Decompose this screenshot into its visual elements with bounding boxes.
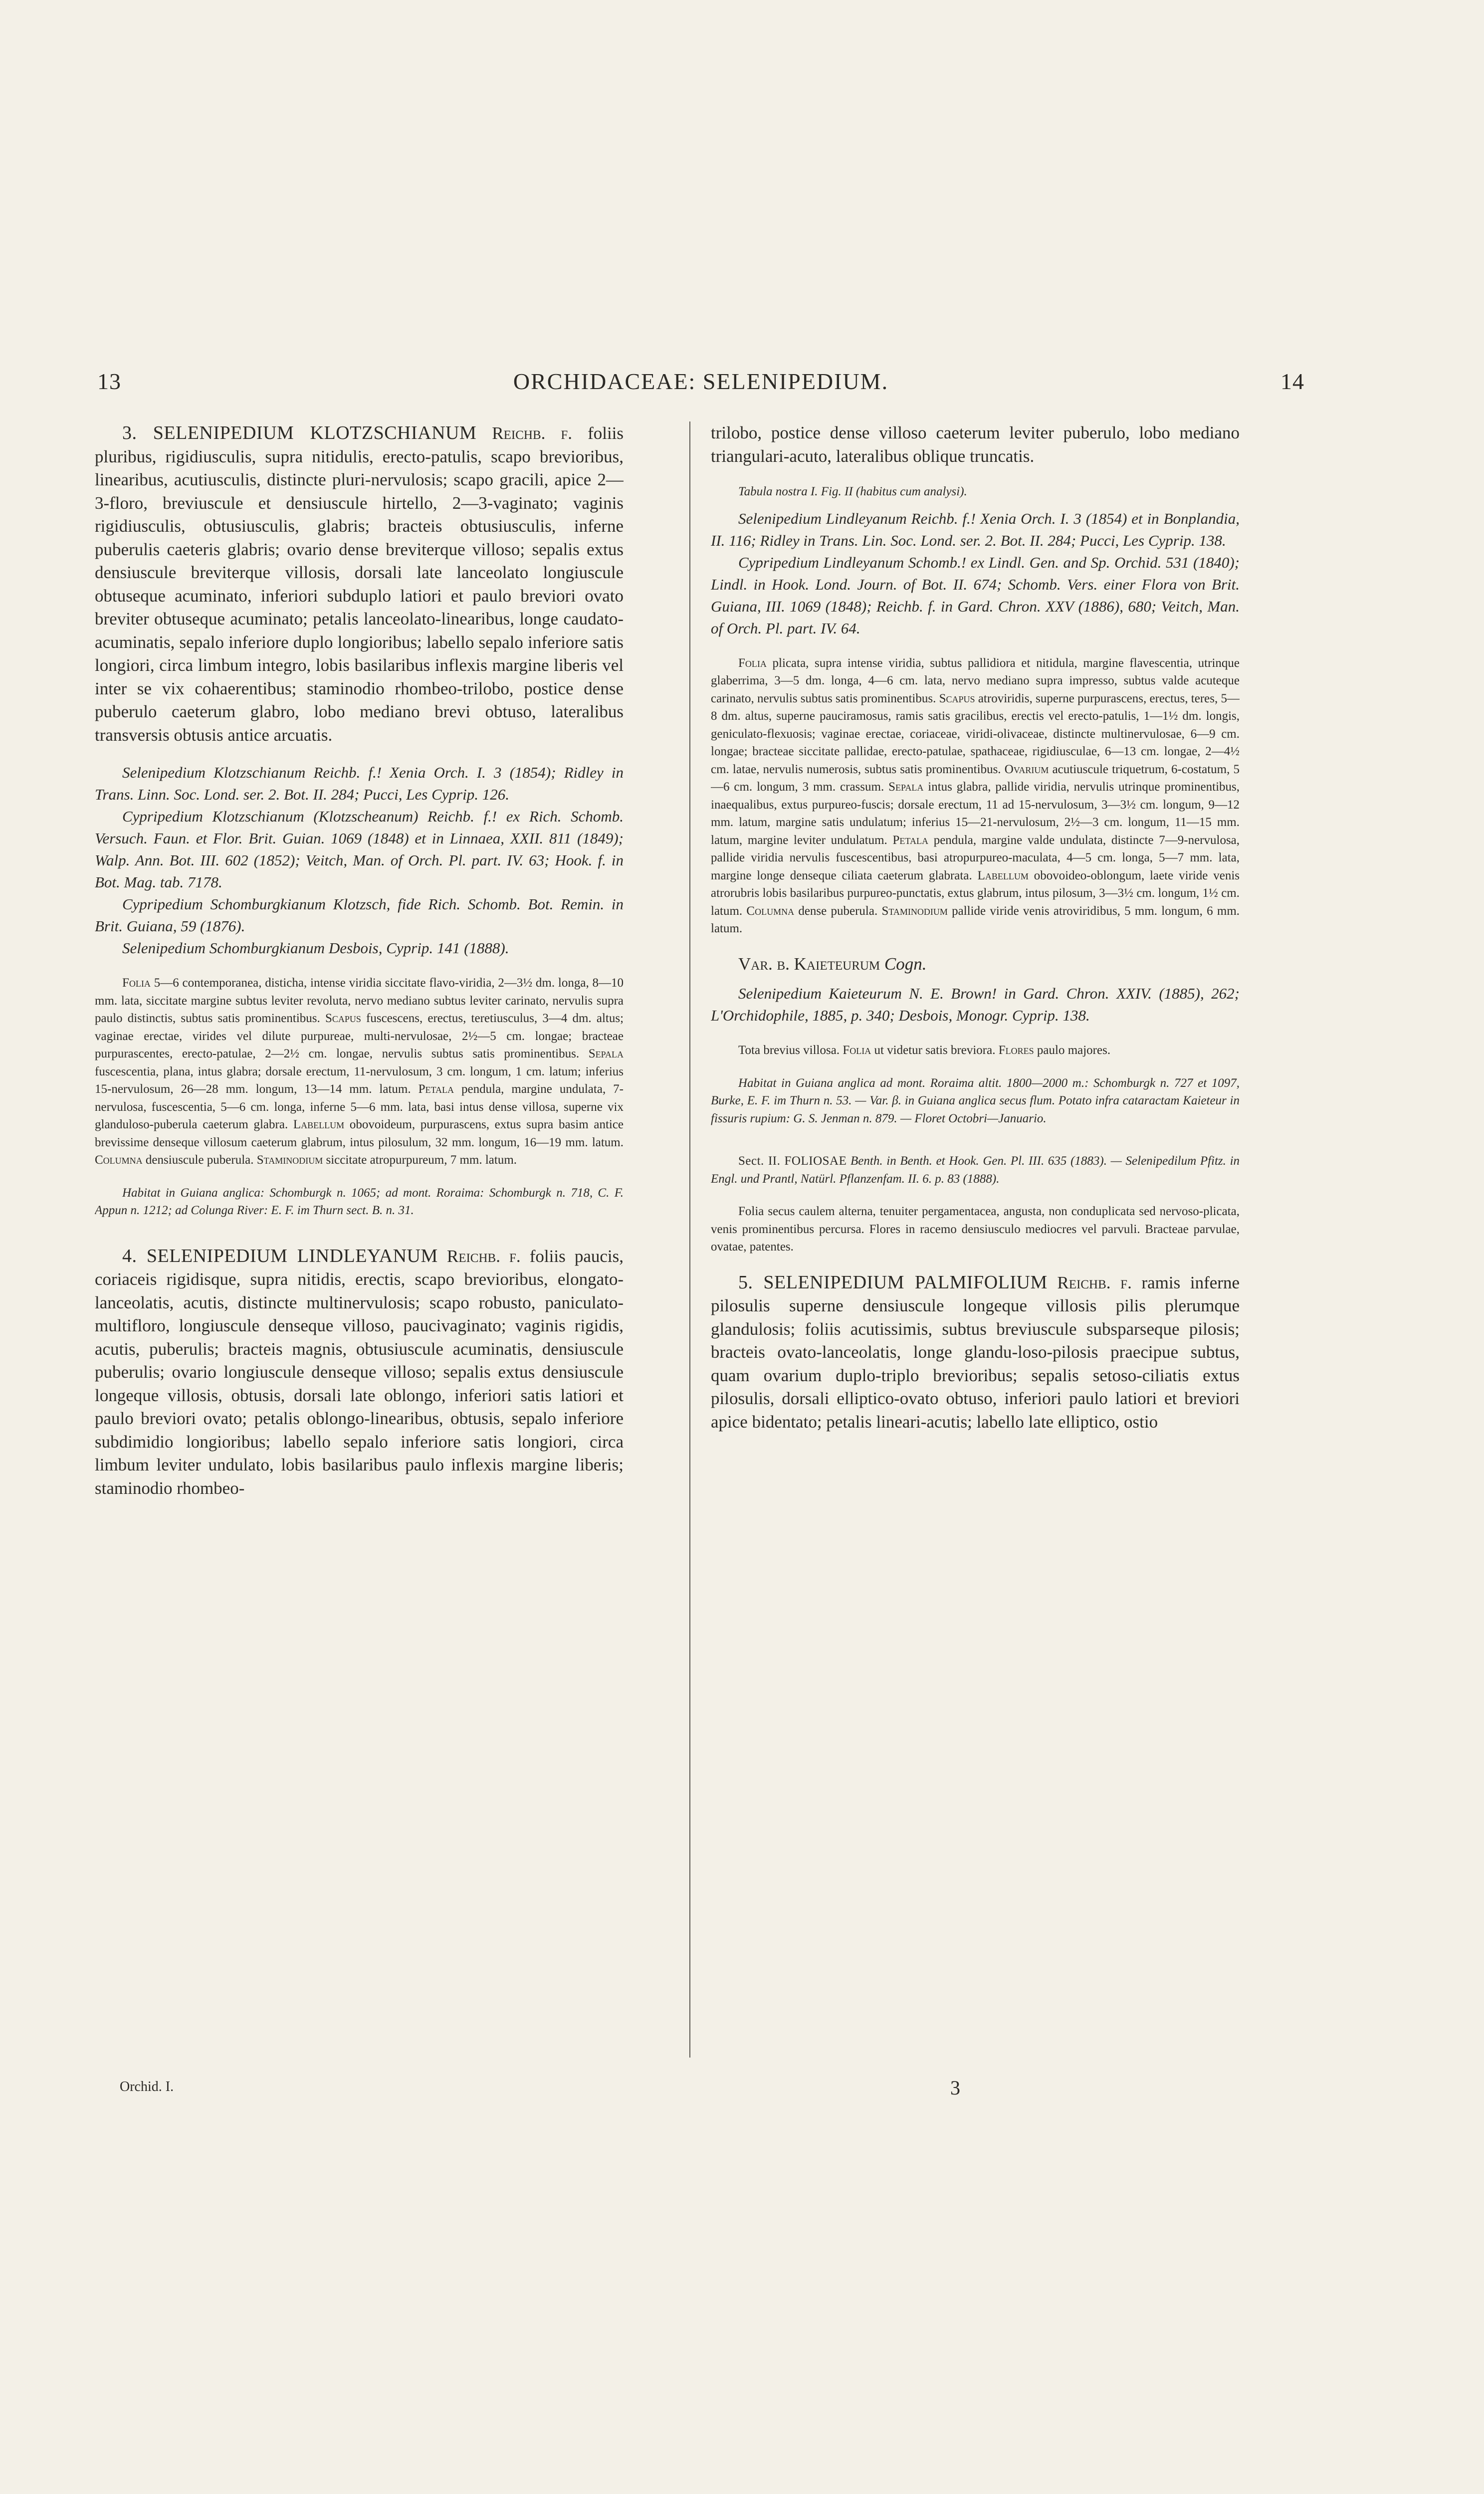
plate-reference: Tabula nostra I. Fig. II (habitus cum analysi).	[738, 485, 967, 498]
page-number-left: 13	[97, 369, 121, 394]
term-folia: Folia	[843, 1043, 871, 1057]
term-folia: Folia	[122, 976, 151, 990]
species-4-detail	[711, 654, 1240, 938]
species-4-author: Reichb. f.	[446, 1246, 521, 1266]
variety-author: Cogn.	[884, 954, 927, 974]
page-footer	[95, 2079, 1302, 2109]
detail-text: pendula, margine undulata, 7-nervulosa, fuscescentia, 5—6 cm. longa, inferne 5—6 mm. lata, basi intus dense villosa, superne vix glanduloso-puberula caeterum glabra.	[95, 1082, 624, 1131]
term-columna: Columna	[746, 904, 795, 918]
term-sepala: Sepala	[888, 780, 924, 794]
detail-text: fuscescentia, plana, intus glabra; dorsale erectum, 11-nervulosum, 3 cm. longum, 1 cm. latum; inferius 15-nervulosum, 26—28 mm. longum, 13—14 mm. latum.	[95, 1064, 624, 1096]
page-number-right: 14	[1280, 369, 1304, 394]
term-scapus: Scapus	[325, 1012, 361, 1025]
section-heading	[711, 1152, 1240, 1188]
term-labellum: Labellum	[293, 1118, 345, 1131]
term-flores: Flores	[998, 1043, 1034, 1057]
variety-detail	[711, 1041, 1240, 1059]
detail-text: obovoideo-oblongum, laete viride venis atrorubris lobis basilaribus purpureo-punctatis, extus glabrum, intus pilosum, 3—3½ cm. longum, 1½ cm. latum.	[711, 868, 1240, 918]
section-description: Folia secus caulem alterna, tenuiter pergamentacea, angusta, non conduplicata sed nervoso-plicata, venis prominentibus percursa. Flores in racemo densiusculo mediocres vel parvuli. Bracteae parvulae, ovatae, patentes.	[711, 1205, 1240, 1253]
section-reference: Benth. in Benth. et Hook. Gen. Pl. III. 635 (1883). — Selenipedilum Pfitz. in Engl. und Prantl, Natürl. Pflanzenfam. II. 6. p. 83 (1888).	[711, 1154, 1240, 1186]
detail-text: Tota brevius villosa.	[738, 1043, 840, 1057]
variety-synonym: Selenipedium Kaieteurum N. E. Brown! in Gard. Chron. XXIV. (1885), 262; L'Orchidophile, 1885, p. 340; Desbois, Monogr. Cyprip. 138.	[711, 985, 1240, 1024]
term-sepala: Sepala	[588, 1047, 624, 1060]
signature-mark: 3	[950, 2077, 960, 2099]
detail-text: paulo majores.	[1037, 1043, 1111, 1057]
species-3-habitat: Habitat in Guiana anglica: Schomburgk n. 1065; ad mont. Roraima: Schomburgk n. 718, C. F. Appun n. 1212; ad Colunga River: E. F. im Thurn sect. B. n. 31.	[95, 1186, 624, 1217]
synonym: Selenipedium Klotzschianum Reichb. f.! Xenia Orch. I. 3 (1854); Ridley in Trans. Linn. Soc. Lond. ser. 2. Bot. II. 284; Pucci, Les Cyprip. 126.	[95, 764, 624, 803]
species-4-synonyms	[711, 508, 1240, 639]
synonym: Selenipedium Lindleyanum Reichb. f.! Xenia Orch. I. 3 (1854) et in Bonplandia, II. 116; Ridley in Trans. Lin. Soc. Lond. ser. 2. Bot. II. 284; Pucci, Les Cyprip. 138.	[711, 509, 1240, 549]
footer-label: Orchid. I.	[120, 2079, 174, 2094]
term-columna: Columna	[95, 1153, 143, 1167]
term-petala: Petala	[892, 833, 928, 847]
species-3-detail	[95, 974, 624, 1169]
synonym: Cypripedium Schomburgkianum Klotzsch, fide Rich. Schomb. Bot. Remin. in Brit. Guiana, 59 (1876).	[95, 895, 624, 935]
species-3-description	[95, 421, 624, 747]
section-title: Sect. II. FOLIOSAE	[738, 1154, 847, 1168]
species-4-description	[95, 1245, 624, 1500]
detail-text: ut videtur satis breviora.	[874, 1043, 996, 1057]
species-5-author: Reichb. f.	[1057, 1272, 1132, 1292]
term-scapus: Scapus	[939, 691, 975, 705]
detail-text: intus glabra, pallide viridia, nervulis utrinque prominentibus, inaequalibus, extus purpureo-fuscis; dorsale erectum, 11 ad 15-nervulosum, 3—3½ cm. longum, 9—12 mm. latum, margine satis undulatum; inferius 15—21-nervulosum, 2½—3 cm. longum, 11—15 mm. latum, margine leviter undulatum.	[711, 780, 1240, 847]
detail-text: densiuscule puberula.	[145, 1153, 254, 1167]
term-petala: Petala	[418, 1082, 454, 1096]
variety-title: Var. β. Kaieteurum	[738, 954, 880, 974]
detail-text: pendula, margine valde undulata, distincte 7—9-nervulosa, pallide viridia nervulis fuscescentibus, basi atropurpureo-maculata, 4—5 cm. longa, 5—7 mm. lata, margine longe denseque ciliata caeterum glabrata.	[711, 833, 1240, 882]
species-4-title: 4. SELENIPEDIUM LINDLEYANUM	[122, 1245, 438, 1266]
running-title: ORCHIDACEAE: SELENIPEDIUM.	[513, 369, 889, 394]
synonym: Cypripedium Klotzschianum (Klotzscheanum) Reichb. f.! ex Rich. Schomb. Versuch. Faun. et Flor. Brit. Guian. 1069 (1848) et in Linnaea, XXII. 811 (1849); Walp. Ann. Bot. III. 602 (1852); Veitch, Man. of Orch. Pl. part. IV. 63; Hook. f. in Bot. Mag. tab. 7178.	[95, 808, 624, 891]
detail-text: plicata, supra intense viridia, subtus pallidiora et nitidula, margine flavescentia, utrinque glaberrima, 3—5 dm. longa, 4—6 cm. lata, nervo mediano supra impresso, subtus valde acuteque carinato, nervulis subtus satis prominentibus.	[711, 656, 1240, 705]
column-divider	[689, 421, 690, 2058]
term-staminodium: Staminodium	[256, 1153, 323, 1167]
species-4-continuation: trilobo, postice dense villoso caeterum leviter puberulo, lobo mediano triangulari-acuto, lateralibus oblique truncatis.	[711, 423, 1240, 466]
species-5-diagnosis: ramis inferne pilosulis superne densiuscule longeque villosis pilis plerumque glandulosis; foliis acutissimis, subtus breviuscule subsparseque pilosis; bracteis ovato-lanceolatis, longe glandu-loso-pilosis praecipue subtus, quam ovarium duplo-triplo brevioribus; sepalis setoso-ciliatis extus pilosulis, dorsali elliptico-ovato obtuso, inferiori paulo latiori et breviori apice bidentato; petalis lineari-acutis; labello late elliptico, ostio	[711, 1272, 1240, 1432]
species-3-author: Reichb. f.	[492, 423, 573, 443]
page-header	[97, 368, 1304, 403]
term-folia: Folia	[738, 656, 767, 670]
species-3-title: 3. SELENIPEDIUM KLOTZSCHIANUM	[122, 422, 477, 443]
synonym: Cypripedium Lindleyanum Schomb.! ex Lindl. Gen. and Sp. Orchid. 531 (1840); Lindl. in Hook. Lond. Journ. of Bot. II. 674; Schomb. Vers. einer Flora von Brit. Guiana, III. 1069 (1848); Reichb. f. in Gard. Chron. XXV (1886), 680; Veitch, Man. of Orch. Pl. part. IV. 64.	[711, 553, 1240, 637]
synonym: Selenipedium Schomburgkianum Desbois, Cyprip. 141 (1888).	[122, 939, 509, 957]
variety-heading	[711, 953, 1240, 976]
species-3-diagnosis: foliis pluribus, rigidiusculis, supra nitidulis, erecto-patulis, scapo brevioribus, linearibus, acutiusculis, distincte pluri-nervulosis; scapo gracili, apice 2—3-floro, breviuscule et densiuscule hirtello, 2—3-vaginato; vaginis rigidiusculis, obtusiusculis, glabris; bracteis obtusiusculis, inferne puberulis caeteris glabris; ovario dense breviterque villoso; sepalis extus densiuscule breviterque villosis, dorsali late lanceolato longiuscule obtuseque acuminato, inferiori subduplo latiori et paulo breviori ovato breviter obtuseque acuminato; petalis lanceolato-linearibus, longe caudato-acuminatis, sepalo inferiore duplo longioribus; labello sepalo inferiore satis longiori, circa limbum integro, lobis basilaribus inflexis margine liberis vel inter se vix cohaerentibus; staminodio rhombeo-trilobo, postice dense puberulo caeterum glabro, lobo mediano brevi obtuso, lateralibus transversis obtusis antice arcuatis.	[95, 423, 624, 745]
species-4-habitat: Habitat in Guiana anglica ad mont. Roraima altit. 1800—2000 m.: Schomburgk n. 727 et 1097, Burke, E. F. im Thurn n. 53. — Var. β. in Guiana anglica secus flum. Potato infra cataractam Kaieteur in fissuris rupium: G. S. Jenman n. 879. — Floret Octobri—Januario.	[711, 1076, 1240, 1125]
right-column	[711, 421, 1240, 2407]
term-staminodium: Staminodium	[881, 904, 948, 918]
left-column	[95, 421, 624, 2407]
term-labellum: Labellum	[977, 868, 1029, 882]
detail-text: siccitate atropurpureum, 7 mm. latum.	[326, 1153, 517, 1167]
species-5-description	[711, 1271, 1240, 1434]
detail-text: fuscescens, erectus, teretiusculus, 3—4 dm. altus; vaginae erectae, virides vel dilute purpureae, multi-nervulosae, 2½—5 cm. longae; bracteae purpurascentes, erecto-patulae, 2—2½ cm. longae, nervulis subtus satis prominentibus.	[95, 1012, 624, 1060]
detail-text: 5—6 contemporanea, disticha, intense viridia siccitate flavo-viridia, 2—3½ dm. longa, 8—10 mm. lata, siccitate margine subtus leviter revoluta, nervo mediano subtus leviter carinato, nervulis supra paulo distinctis, subtus satis prominentibus.	[95, 976, 624, 1025]
species-3-synonyms	[95, 762, 624, 959]
species-5-title: 5. SELENIPEDIUM PALMIFOLIUM	[738, 1271, 1048, 1293]
detail-text: pallide viride venis atroviridibus, 5 mm. longum, 6 mm. latum.	[711, 904, 1240, 935]
detail-text: obovoideum, purpurascens, extus supra basim antice brevissime denseque villosum caeterum glabrum, intus pilosulum, 32 mm. longum, 16—19 mm. latum.	[95, 1118, 624, 1149]
detail-text: acutiuscule triquetrum, 6-costatum, 5—6 cm. longum, 3 mm. crassum.	[711, 762, 1240, 794]
detail-text: dense puberula.	[798, 904, 878, 918]
term-ovarium: Ovarium	[1004, 762, 1049, 776]
species-4-diagnosis: foliis paucis, coriaceis rigidisque, supra nitidis, erectis, scapo brevioribus, elongato-lanceolatis, acutis, distincte multinervulosis; scapo robusto, paniculato-multifloro, longiuscule denseque villoso, paucivaginato; vaginis rigidis, acutis, puberulis; bracteis magnis, obtusiuscule acuminatis, densiuscule puberulis; ovario longiuscule denseque villoso; sepalis extus densiuscule longeque villosis, obtusis, dorsali late oblongo, inferiori satis latiori et paulo breviori ovato; petalis oblongo-linearibus, obtusis, sepalo inferiore subdimidio longioribus; labello sepalo inferiore satis longiori, circa limbum leviter undulato, lobis basilaribus paulo inflexis margine liberis; staminodio rhombeo-	[95, 1246, 624, 1498]
detail-text: atroviridis, superne purpurascens, erectus, teres, 5—8 dm. altus, superne pauciramosus, ramis satis gracilibus, erectis vel erecto-patulis, 1—1½ dm. longis, geniculato-flexuosis; vaginae erectae, coriaceae, viridi-olivaceae, distincte multinervulosae, 6—9 cm. longae; bracteae siccitate pallidae, erecto-patulae, spathaceae, rigidiusculae, 6—13 cm. longae, 2—4½ cm. latae, nervulis numerosis, subtus satis prominentibus.	[711, 691, 1240, 776]
